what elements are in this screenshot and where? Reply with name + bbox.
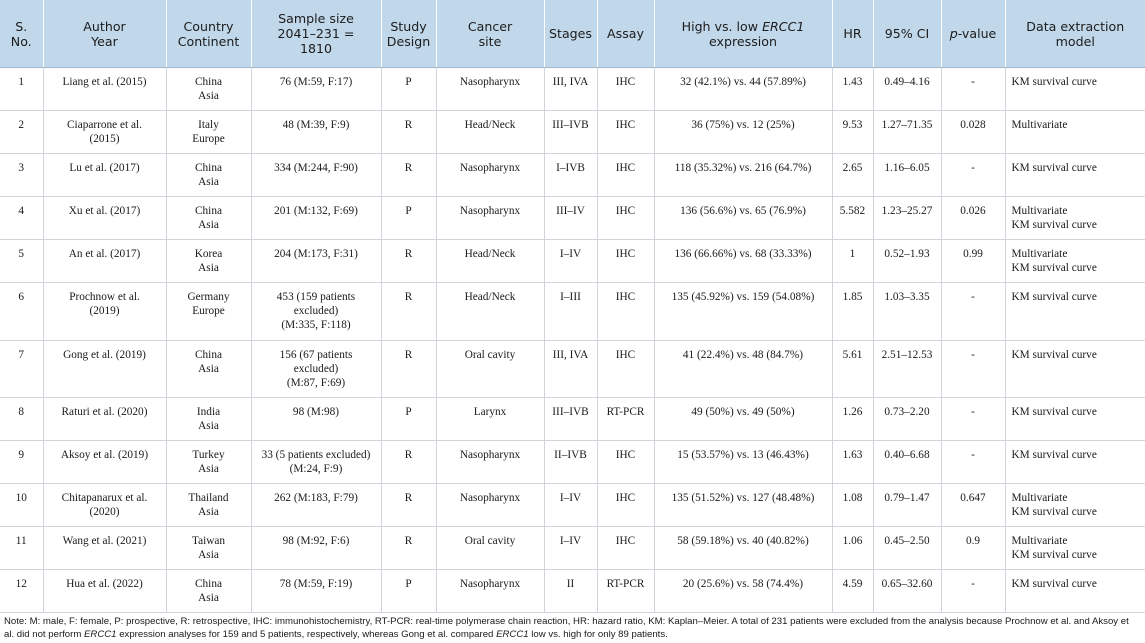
- cell-sample-size: 98 (M:98): [251, 398, 381, 441]
- cell-author-year: Wang et al. (2021): [43, 527, 166, 570]
- cell-author-year: Ciaparrone et al. (2015): [43, 111, 166, 154]
- header-study-design: Study Design: [381, 0, 436, 68]
- cell-sno: 5: [0, 240, 43, 283]
- cell-country-continent: Thailand Asia: [166, 484, 251, 527]
- cell-sample-size: 78 (M:59, F:19): [251, 570, 381, 613]
- cell-ci: 1.27–71.35: [873, 111, 941, 154]
- cell-data-extraction-model: Multivariate KM survival curve: [1005, 197, 1145, 240]
- cell-cancer-site: Larynx: [436, 398, 544, 441]
- cell-sno: 11: [0, 527, 43, 570]
- cell-hr: 5.582: [832, 197, 873, 240]
- cell-cancer-site: Nasopharynx: [436, 68, 544, 111]
- cell-study-design: R: [381, 441, 436, 484]
- cell-p-value: 0.647: [941, 484, 1005, 527]
- header-assay: Assay: [597, 0, 654, 68]
- cell-data-extraction-model: KM survival curve: [1005, 441, 1145, 484]
- cell-sample-size: 453 (159 patients excluded) (M:335, F:118): [251, 283, 381, 341]
- cell-country-continent: China Asia: [166, 341, 251, 398]
- cell-hr: 1.06: [832, 527, 873, 570]
- cell-data-extraction-model: Multivariate: [1005, 111, 1145, 154]
- cell-ci: 0.52–1.93: [873, 240, 941, 283]
- table-row: [0, 111, 1145, 154]
- cell-stages: I–IV: [544, 527, 597, 570]
- cell-data-extraction-model: KM survival curve: [1005, 341, 1145, 398]
- table-body: [0, 68, 1145, 613]
- cell-assay: RT-PCR: [597, 570, 654, 613]
- cell-data-extraction-model: KM survival curve: [1005, 154, 1145, 197]
- cell-study-design: P: [381, 197, 436, 240]
- header-sample-size: Sample size 2041–231 = 1810: [251, 0, 381, 68]
- cell-p-value: -: [941, 441, 1005, 484]
- cell-author-year: Gong et al. (2019): [43, 341, 166, 398]
- cell-country-continent: China Asia: [166, 154, 251, 197]
- cell-country-continent: China Asia: [166, 68, 251, 111]
- table-row: [0, 398, 1145, 441]
- cell-stages: III–IVB: [544, 111, 597, 154]
- cell-expression: 15 (53.57%) vs. 13 (46.43%): [654, 441, 832, 484]
- cell-sample-size: 33 (5 patients excluded) (M:24, F:9): [251, 441, 381, 484]
- cell-data-extraction-model: KM survival curve: [1005, 398, 1145, 441]
- cell-study-design: P: [381, 68, 436, 111]
- cell-country-continent: Turkey Asia: [166, 441, 251, 484]
- cell-p-value: 0.028: [941, 111, 1005, 154]
- cell-author-year: Aksoy et al. (2019): [43, 441, 166, 484]
- cell-sample-size: 156 (67 patients excluded) (M:87, F:69): [251, 341, 381, 398]
- table-row: [0, 570, 1145, 613]
- cell-expression: 135 (51.52%) vs. 127 (48.48%): [654, 484, 832, 527]
- cell-stages: I–IVB: [544, 154, 597, 197]
- table-row: [0, 197, 1145, 240]
- header-expression: High vs. low ERCC1 expression: [654, 0, 832, 68]
- cell-stages: I–III: [544, 283, 597, 341]
- cell-p-value: -: [941, 283, 1005, 341]
- cell-assay: IHC: [597, 527, 654, 570]
- cell-assay: IHC: [597, 111, 654, 154]
- cell-sample-size: 262 (M:183, F:79): [251, 484, 381, 527]
- cell-p-value: 0.9: [941, 527, 1005, 570]
- cell-study-design: R: [381, 240, 436, 283]
- cell-stages: I–IV: [544, 484, 597, 527]
- cell-expression: 118 (35.32%) vs. 216 (64.7%): [654, 154, 832, 197]
- cell-country-continent: Taiwan Asia: [166, 527, 251, 570]
- header-row: [0, 0, 1145, 68]
- cell-ci: 0.49–4.16: [873, 68, 941, 111]
- table-row: [0, 527, 1145, 570]
- cell-assay: RT-PCR: [597, 398, 654, 441]
- cell-author-year: Prochnow et al. (2019): [43, 283, 166, 341]
- table-row: [0, 154, 1145, 197]
- cell-assay: IHC: [597, 154, 654, 197]
- cell-study-design: P: [381, 570, 436, 613]
- cell-sno: 8: [0, 398, 43, 441]
- cell-hr: 4.59: [832, 570, 873, 613]
- cell-cancer-site: Head/Neck: [436, 111, 544, 154]
- cell-p-value: -: [941, 68, 1005, 111]
- cell-expression: 135 (45.92%) vs. 159 (54.08%): [654, 283, 832, 341]
- cell-p-value: -: [941, 154, 1005, 197]
- cell-cancer-site: Nasopharynx: [436, 197, 544, 240]
- cell-expression: 49 (50%) vs. 49 (50%): [654, 398, 832, 441]
- cell-ci: 1.16–6.05: [873, 154, 941, 197]
- cell-country-continent: China Asia: [166, 570, 251, 613]
- cell-author-year: Liang et al. (2015): [43, 68, 166, 111]
- cell-p-value: -: [941, 570, 1005, 613]
- cell-assay: IHC: [597, 68, 654, 111]
- header-author-year: Author Year: [43, 0, 166, 68]
- cell-cancer-site: Nasopharynx: [436, 154, 544, 197]
- cell-study-design: R: [381, 341, 436, 398]
- cell-sno: 6: [0, 283, 43, 341]
- cell-p-value: 0.99: [941, 240, 1005, 283]
- cell-p-value: 0.026: [941, 197, 1005, 240]
- cell-stages: I–IV: [544, 240, 597, 283]
- cell-expression: 136 (66.66%) vs. 68 (33.33%): [654, 240, 832, 283]
- cell-ci: 0.45–2.50: [873, 527, 941, 570]
- cell-stages: II: [544, 570, 597, 613]
- cell-study-design: R: [381, 154, 436, 197]
- cell-stages: III–IV: [544, 197, 597, 240]
- cell-ci: 1.03–3.35: [873, 283, 941, 341]
- cell-assay: IHC: [597, 441, 654, 484]
- cell-ci: 0.40–6.68: [873, 441, 941, 484]
- cell-sample-size: 204 (M:173, F:31): [251, 240, 381, 283]
- cell-hr: 9.53: [832, 111, 873, 154]
- cell-expression: 136 (56.6%) vs. 65 (76.9%): [654, 197, 832, 240]
- cell-data-extraction-model: Multivariate KM survival curve: [1005, 527, 1145, 570]
- cell-hr: 1.63: [832, 441, 873, 484]
- cell-study-design: P: [381, 398, 436, 441]
- cell-country-continent: Germany Europe: [166, 283, 251, 341]
- cell-sample-size: 48 (M:39, F:9): [251, 111, 381, 154]
- cell-cancer-site: Nasopharynx: [436, 570, 544, 613]
- table-footnote: Note: M: male, F: female, P: prospective, R: retrospective, IHC: immunohistochemistry, RT-PCR: real-time polymerase chain reaction, HR: hazard ratio, KM: Kaplan–Meier. A total of 231 patients were excluded from the analysis because Prochnow et al. and Aksoy et al. did not perform ERCC1 expression analyses for 159 and 5 patients, respectively, whereas Gong et al. compared ERCC1 low vs. high for only 89 patients.: [4, 616, 1129, 640]
- cell-p-value: -: [941, 398, 1005, 441]
- cell-sno: 10: [0, 484, 43, 527]
- cell-data-extraction-model: KM survival curve: [1005, 68, 1145, 111]
- header-sno: S. No.: [0, 0, 43, 68]
- cell-expression: 58 (59.18%) vs. 40 (40.82%): [654, 527, 832, 570]
- cell-hr: 1: [832, 240, 873, 283]
- header-country-continent: Country Continent: [166, 0, 251, 68]
- cell-data-extraction-model: Multivariate KM survival curve: [1005, 484, 1145, 527]
- cell-author-year: Hua et al. (2022): [43, 570, 166, 613]
- cell-hr: 1.08: [832, 484, 873, 527]
- cell-sample-size: 334 (M:244, F:90): [251, 154, 381, 197]
- cell-cancer-site: Nasopharynx: [436, 484, 544, 527]
- cell-country-continent: China Asia: [166, 197, 251, 240]
- cell-hr: 1.85: [832, 283, 873, 341]
- cell-data-extraction-model: Multivariate KM survival curve: [1005, 240, 1145, 283]
- cell-hr: 1.26: [832, 398, 873, 441]
- table-row: [0, 441, 1145, 484]
- header-ci: 95% CI: [873, 0, 941, 68]
- cell-study-design: R: [381, 527, 436, 570]
- cell-author-year: An et al. (2017): [43, 240, 166, 283]
- cell-author-year: Raturi et al. (2020): [43, 398, 166, 441]
- cell-cancer-site: Oral cavity: [436, 341, 544, 398]
- cell-data-extraction-model: KM survival curve: [1005, 570, 1145, 613]
- cell-expression: 36 (75%) vs. 12 (25%): [654, 111, 832, 154]
- cell-stages: III, IVA: [544, 68, 597, 111]
- cell-study-design: R: [381, 283, 436, 341]
- cell-stages: III–IVB: [544, 398, 597, 441]
- cell-hr: 5.61: [832, 341, 873, 398]
- cell-expression: 32 (42.1%) vs. 44 (57.89%): [654, 68, 832, 111]
- cell-hr: 2.65: [832, 154, 873, 197]
- cell-country-continent: Korea Asia: [166, 240, 251, 283]
- cell-study-design: R: [381, 484, 436, 527]
- cell-cancer-site: Nasopharynx: [436, 441, 544, 484]
- cell-country-continent: Italy Europe: [166, 111, 251, 154]
- cell-sno: 9: [0, 441, 43, 484]
- cell-ci: 1.23–25.27: [873, 197, 941, 240]
- header-data-extraction-model: Data extraction model: [1005, 0, 1145, 68]
- cell-sno: 7: [0, 341, 43, 398]
- table-row: [0, 484, 1145, 527]
- header-p-value: p-value: [941, 0, 1005, 68]
- cell-cancer-site: Head/Neck: [436, 283, 544, 341]
- cell-stages: II–IVB: [544, 441, 597, 484]
- cell-sno: 4: [0, 197, 43, 240]
- cell-sno: 1: [0, 68, 43, 111]
- cell-cancer-site: Oral cavity: [436, 527, 544, 570]
- cell-sno: 2: [0, 111, 43, 154]
- cell-sample-size: 98 (M:92, F:6): [251, 527, 381, 570]
- cell-assay: IHC: [597, 240, 654, 283]
- cell-ci: 0.79–1.47: [873, 484, 941, 527]
- cell-author-year: Chitapanarux et al. (2020): [43, 484, 166, 527]
- cell-assay: IHC: [597, 283, 654, 341]
- cell-assay: IHC: [597, 341, 654, 398]
- cell-sno: 12: [0, 570, 43, 613]
- table-row: [0, 283, 1145, 341]
- cell-expression: 41 (22.4%) vs. 48 (84.7%): [654, 341, 832, 398]
- cell-sno: 3: [0, 154, 43, 197]
- cell-p-value: -: [941, 341, 1005, 398]
- cell-country-continent: India Asia: [166, 398, 251, 441]
- header-cancer-site: Cancer site: [436, 0, 544, 68]
- cell-cancer-site: Head/Neck: [436, 240, 544, 283]
- header-hr: HR: [832, 0, 873, 68]
- cell-stages: III, IVA: [544, 341, 597, 398]
- cell-ci: 0.65–32.60: [873, 570, 941, 613]
- cell-hr: 1.43: [832, 68, 873, 111]
- cell-ci: 2.51–12.53: [873, 341, 941, 398]
- header-stages: Stages: [544, 0, 597, 68]
- cell-assay: IHC: [597, 484, 654, 527]
- table-row: [0, 341, 1145, 398]
- cell-assay: IHC: [597, 197, 654, 240]
- cell-author-year: Lu et al. (2017): [43, 154, 166, 197]
- table-row: [0, 68, 1145, 111]
- cell-sample-size: 201 (M:132, F:69): [251, 197, 381, 240]
- cell-expression: 20 (25.6%) vs. 58 (74.4%): [654, 570, 832, 613]
- cell-sample-size: 76 (M:59, F:17): [251, 68, 381, 111]
- cell-data-extraction-model: KM survival curve: [1005, 283, 1145, 341]
- cell-study-design: R: [381, 111, 436, 154]
- table-row: [0, 240, 1145, 283]
- cell-author-year: Xu et al. (2017): [43, 197, 166, 240]
- cell-ci: 0.73–2.20: [873, 398, 941, 441]
